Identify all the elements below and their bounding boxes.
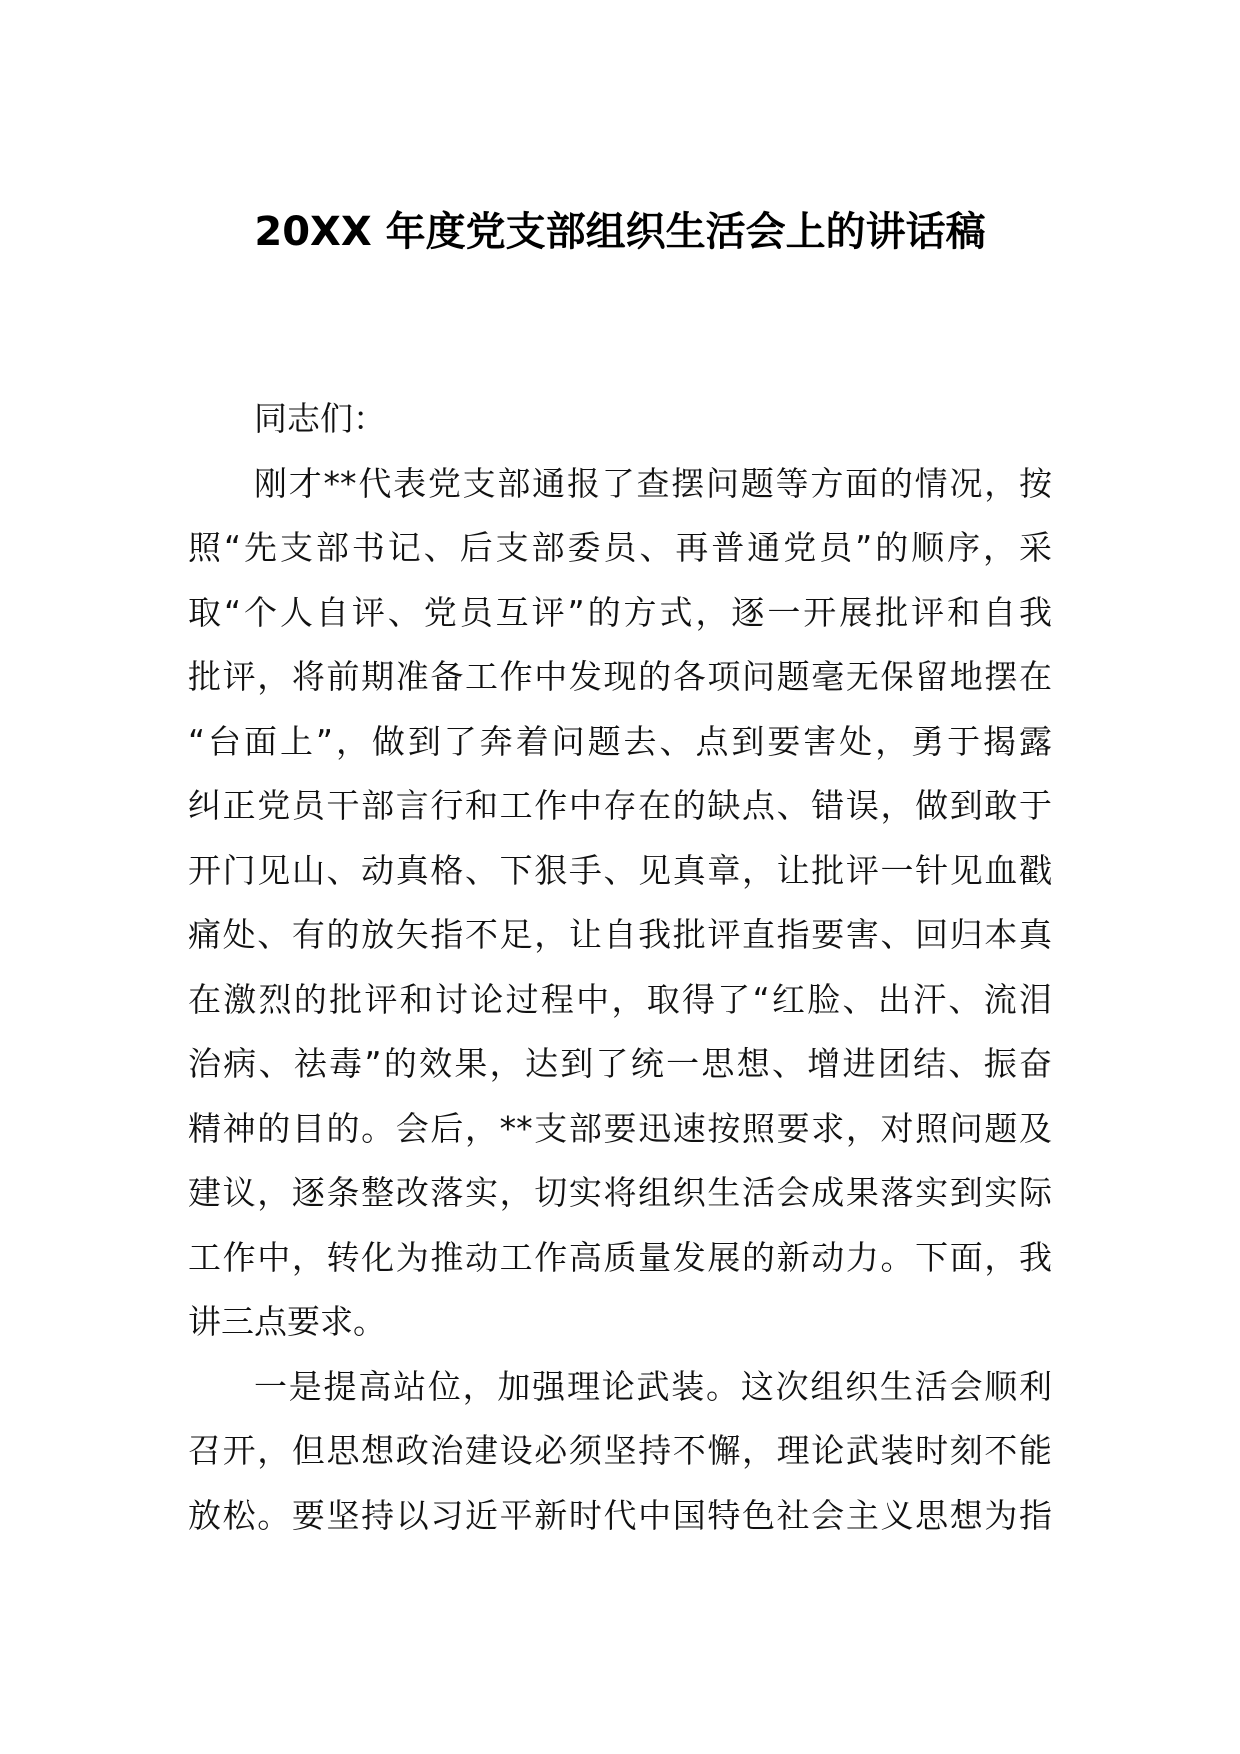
paragraph-2-line-2: 召开，但思想政治建设必须坚持不懈，理论武装时刻不能 <box>188 1431 1052 1470</box>
paragraph-1-line-9: 在激烈的批评和讨论过程中，取得了“红脸、出汗、流泪 <box>188 979 1052 1019</box>
paragraph-1-line-7: 开门见山、动真格、下狠手、见真章，让批评一针见血戳 <box>188 850 1052 890</box>
paragraph-1-line-10: 治病、祛毒”的效果，达到了统一思想、增进团结、振奋 <box>188 1044 1052 1083</box>
paragraph-1-line-1: 刚才**代表党支部通报了查摆问题等方面的情况，按 <box>254 463 1052 503</box>
paragraph-1-line-4: 批评，将前期准备工作中发现的各项问题毫无保留地摆在 <box>188 657 1052 696</box>
paragraph-2-line-3: 放松。要坚持以习近平新时代中国特色社会主义思想为指 <box>188 1495 1052 1535</box>
paragraph-1-line-5: “台面上”，做到了奔着问题去、点到要害处，勇于揭露 <box>188 721 1052 761</box>
document-body <box>188 387 1052 1548</box>
paragraph-1-line-13: 工作中，转化为推动工作高质量发展的新动力。下面，我 <box>188 1237 1052 1277</box>
paragraph-1-line-12: 建议，逐条整改落实，切实将组织生活会成果落实到实际 <box>188 1173 1052 1212</box>
paragraph-1-line-11: 精神的目的。会后，**支部要迅速按照要求，对照问题及 <box>188 1108 1052 1148</box>
paragraph-1-line-8: 痛处、有的放矢指不足，让自我批评直指要害、回归本真 <box>188 915 1052 954</box>
paragraph-2-line-1: 一是提高站位，加强理论武装。这次组织生活会顺利 <box>254 1366 1052 1406</box>
document-title: 20XX 年度党支部组织生活会上的讲话稿 <box>254 209 986 255</box>
paragraph-1-line-14: 讲三点要求。 <box>188 1302 386 1341</box>
paragraph-1-line-6: 纠正党员干部言行和工作中存在的缺点、错误，做到敢于 <box>188 786 1052 825</box>
paragraph-1-line-3: 取“个人自评、党员互评”的方式，逐一开展批评和自我 <box>188 592 1052 632</box>
salutation-line: 同志们： <box>254 399 386 438</box>
paragraph-1-line-2: 照“先支部书记、后支部委员、再普通党员”的顺序，采 <box>188 528 1052 567</box>
